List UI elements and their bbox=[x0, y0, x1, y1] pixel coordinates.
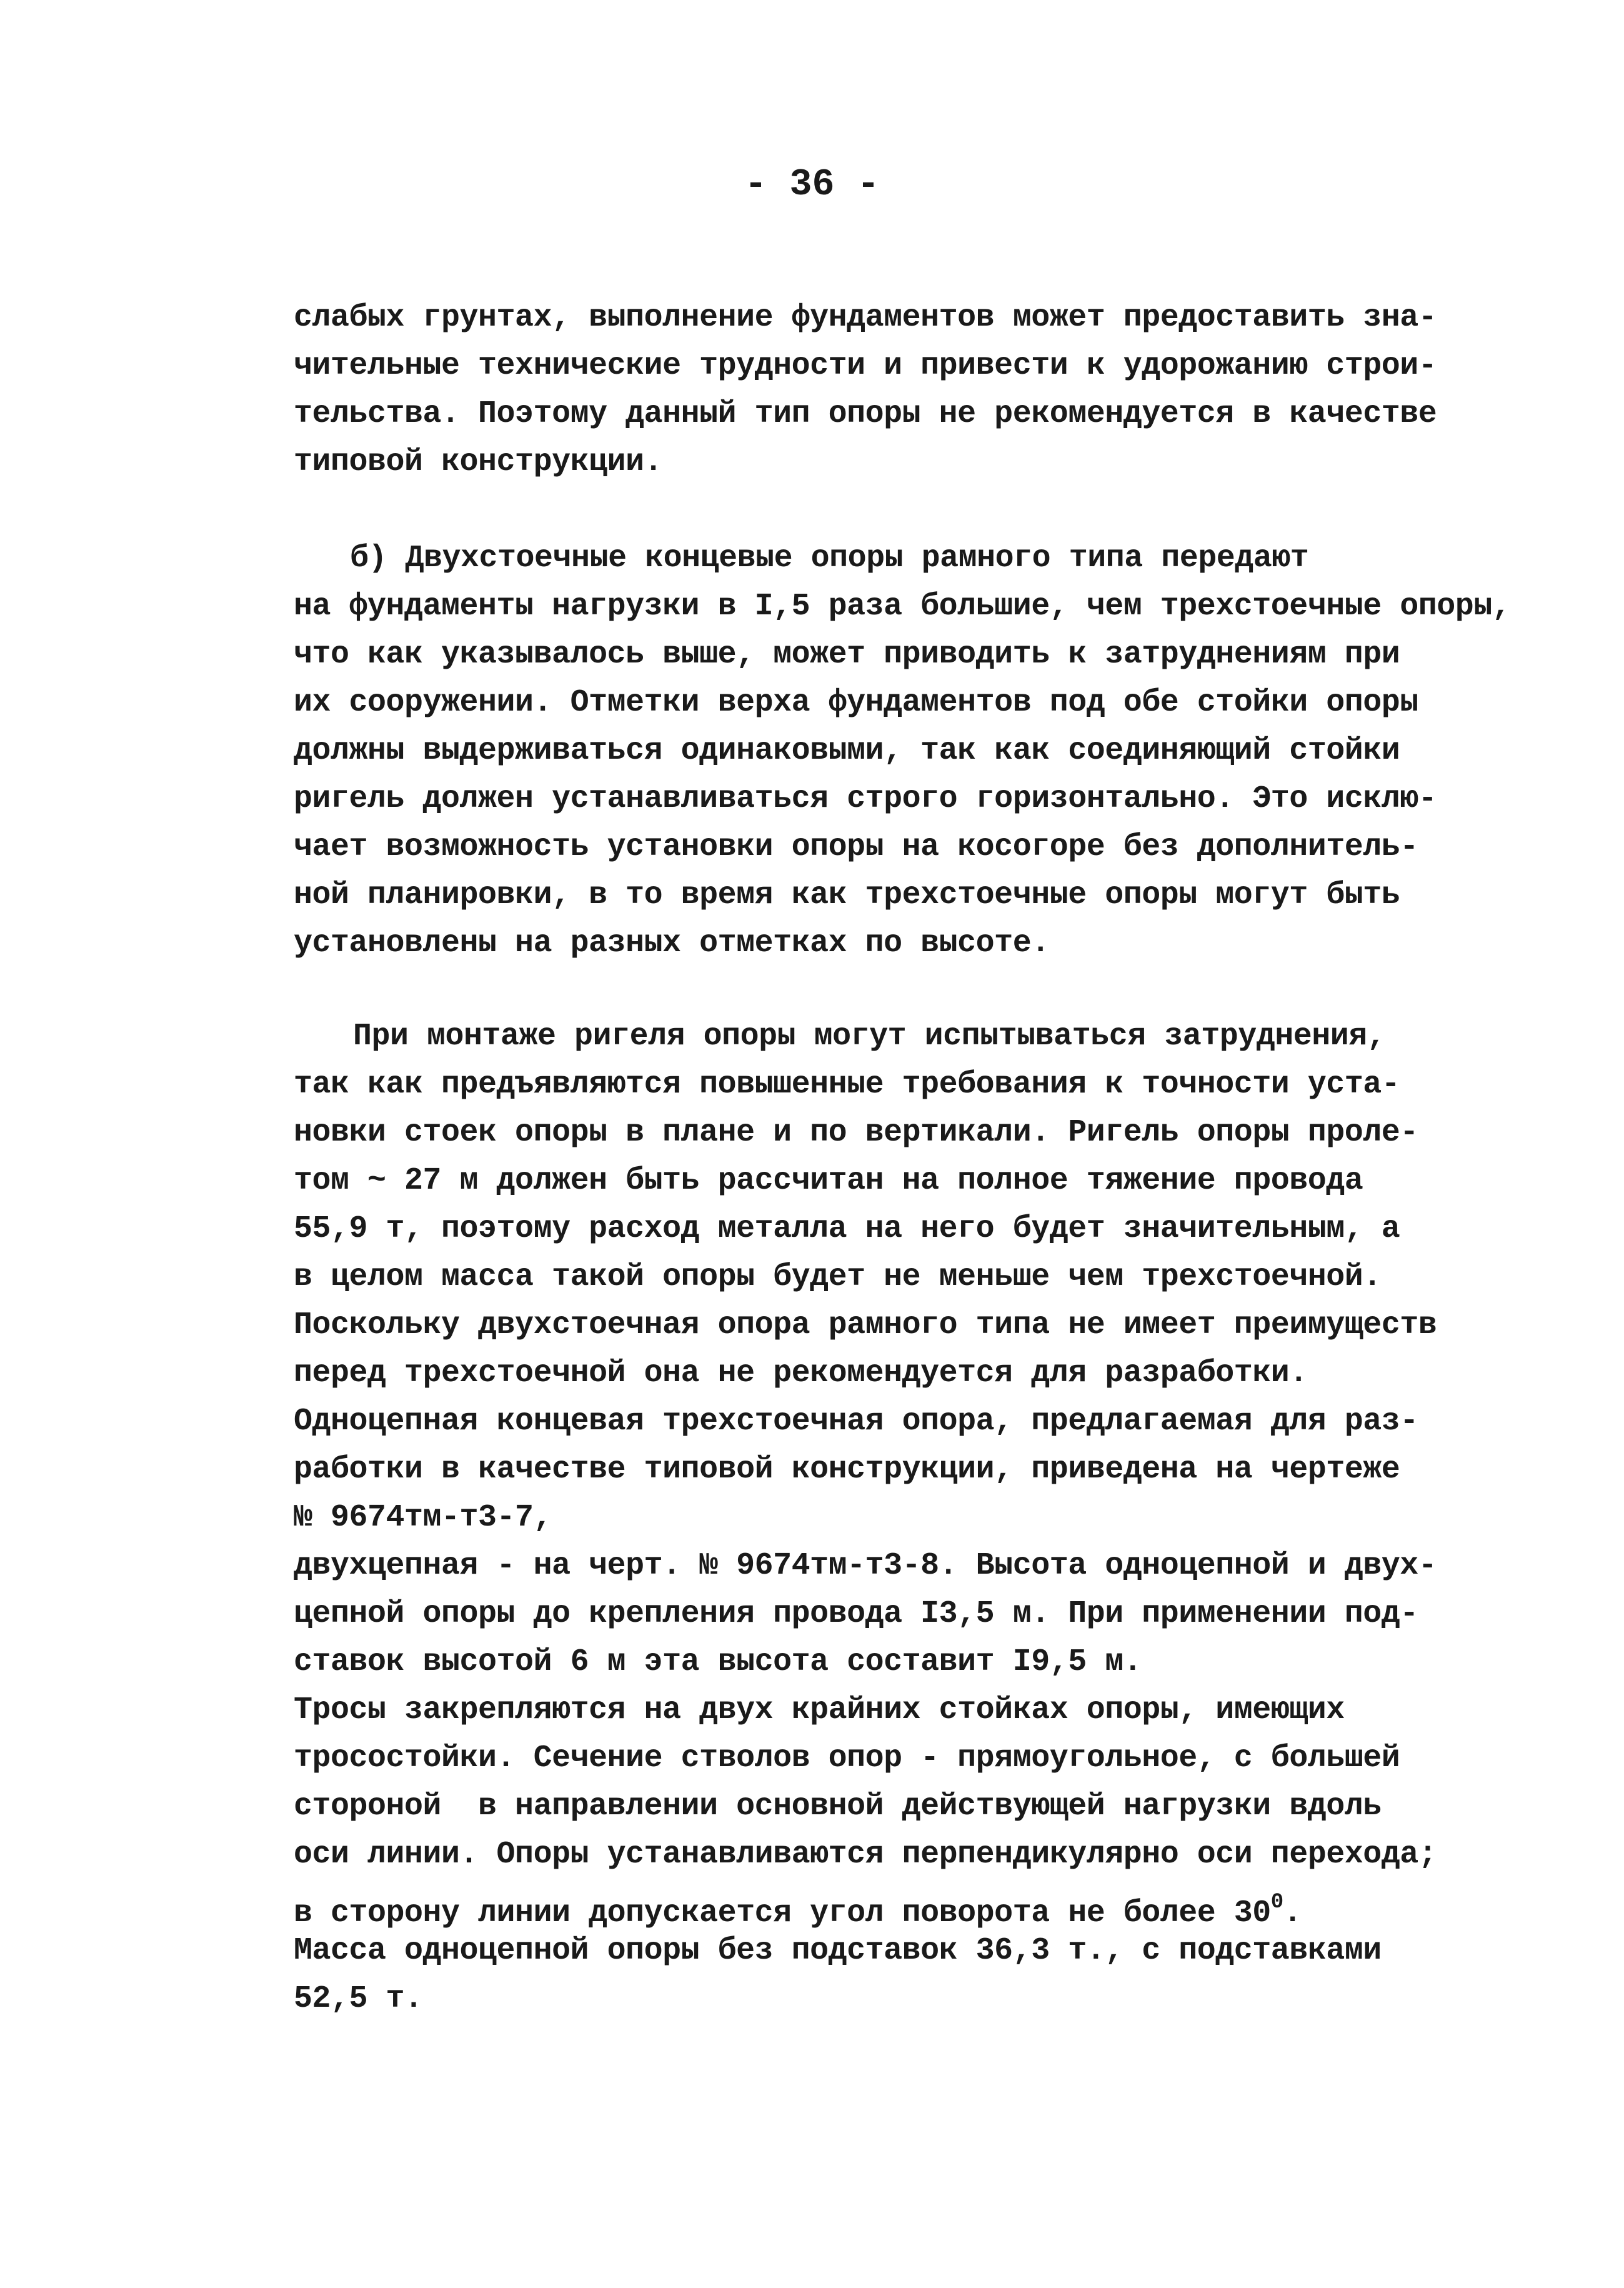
text-line: работки в качестве типовой конструкции, приведена на чертеже bbox=[294, 1452, 1400, 1487]
text-line: ставок высотой 6 м эта высота составит I9,5 м. bbox=[294, 1644, 1142, 1680]
text-line: новки стоек опоры в плане и по вертикали. Ригель опоры проле- bbox=[294, 1115, 1418, 1151]
text-line: типовой конструкции. bbox=[294, 444, 663, 480]
text-line: оси линии. Опоры устанавливаются перпендикулярно оси перехода; bbox=[294, 1837, 1437, 1872]
text-line: тельства. Поэтому данный тип опоры не рекомендуется в качестве bbox=[294, 396, 1437, 432]
text-line: Тросы закрепляются на двух крайних стойках опоры, имеющих bbox=[294, 1692, 1345, 1728]
text-line: 55,9 т, поэтому расход металла на него будет значительным, а bbox=[294, 1211, 1400, 1247]
text-line: перед трехстоечной она не рекомендуется для разработки. bbox=[294, 1356, 1308, 1391]
text-line: на фундаменты нагрузки в I,5 раза большие, чем трехстоечные опоры, bbox=[294, 589, 1511, 624]
text-line: так как предъявляются повышенные требования к точности уста- bbox=[294, 1067, 1400, 1102]
text-line: чительные технические трудности и привести к удорожанию строи- bbox=[294, 348, 1437, 384]
degree-superscript: 0 bbox=[1270, 1891, 1283, 1914]
text-line: должны выдерживаться одинаковыми, так как соединяющий стойки bbox=[294, 733, 1400, 769]
text-line-with-degree bbox=[294, 1879, 1531, 1931]
paragraph-3 bbox=[294, 1012, 1531, 2023]
text-line: ригель должен устанавливаться строго горизонтально. Это исклю- bbox=[294, 781, 1437, 817]
text-line: их сооружении. Отметки верха фундаментов под обе стойки опоры bbox=[294, 685, 1418, 721]
text-line: тросостойки. Сечение стволов опор - прямоугольное, с большей bbox=[294, 1741, 1400, 1776]
text-line: № 9674тм-т3-7, bbox=[294, 1500, 552, 1536]
text-line: 52,5 т. bbox=[294, 1981, 423, 2017]
text-line: установлены на разных отметках по высоте. bbox=[294, 926, 1050, 961]
text-line: цепной опоры до крепления провода I3,5 м. При применении под- bbox=[294, 1596, 1418, 1632]
text-line: чает возможность установки опоры на косогоре без дополнитель- bbox=[294, 829, 1418, 865]
text-line: том ~ 27 м должен быть рассчитан на полное тяжение провода bbox=[294, 1163, 1363, 1199]
text-line: Одноцепная концевая трехстоечная опора, предлагаемая для раз- bbox=[294, 1404, 1418, 1439]
paragraph-1 bbox=[294, 294, 1531, 486]
text-line: ной планировки, в то время как трехстоечные опоры могут быть bbox=[294, 877, 1400, 913]
text-line: б) Двухстоечные концевые опоры рамного типа передают bbox=[350, 541, 1309, 576]
sentence-period: . bbox=[1283, 1896, 1302, 1931]
text-line: слабых грунтах, выполнение фундаментов может предоставить зна- bbox=[294, 300, 1437, 336]
page-number: - 36 - bbox=[744, 164, 880, 206]
text-line: При монтаже ригеля опоры могут испытываться затруднения, bbox=[353, 1019, 1386, 1054]
text-line: стороной в направлении основной действующей нагрузки вдоль bbox=[294, 1789, 1382, 1824]
text-line: что как указывалось выше, может приводить к затруднениям при bbox=[294, 637, 1400, 672]
text-line: двухцепная - на черт. № 9674тм-т3-8. Высота одноцепной и двух- bbox=[294, 1548, 1437, 1584]
text-line-content: в сторону линии допускается угол поворота не более 30 bbox=[294, 1896, 1271, 1931]
text-line: Поскольку двухстоечная опора рамного типа не имеет преимуществ bbox=[294, 1307, 1437, 1343]
text-line: в целом масса такой опоры будет не меньше чем трехстоечной. bbox=[294, 1259, 1382, 1295]
paragraph-2 bbox=[294, 534, 1531, 967]
text-line: Масса одноцепной опоры без подставок 36,3 т., с подставками bbox=[294, 1933, 1382, 1969]
